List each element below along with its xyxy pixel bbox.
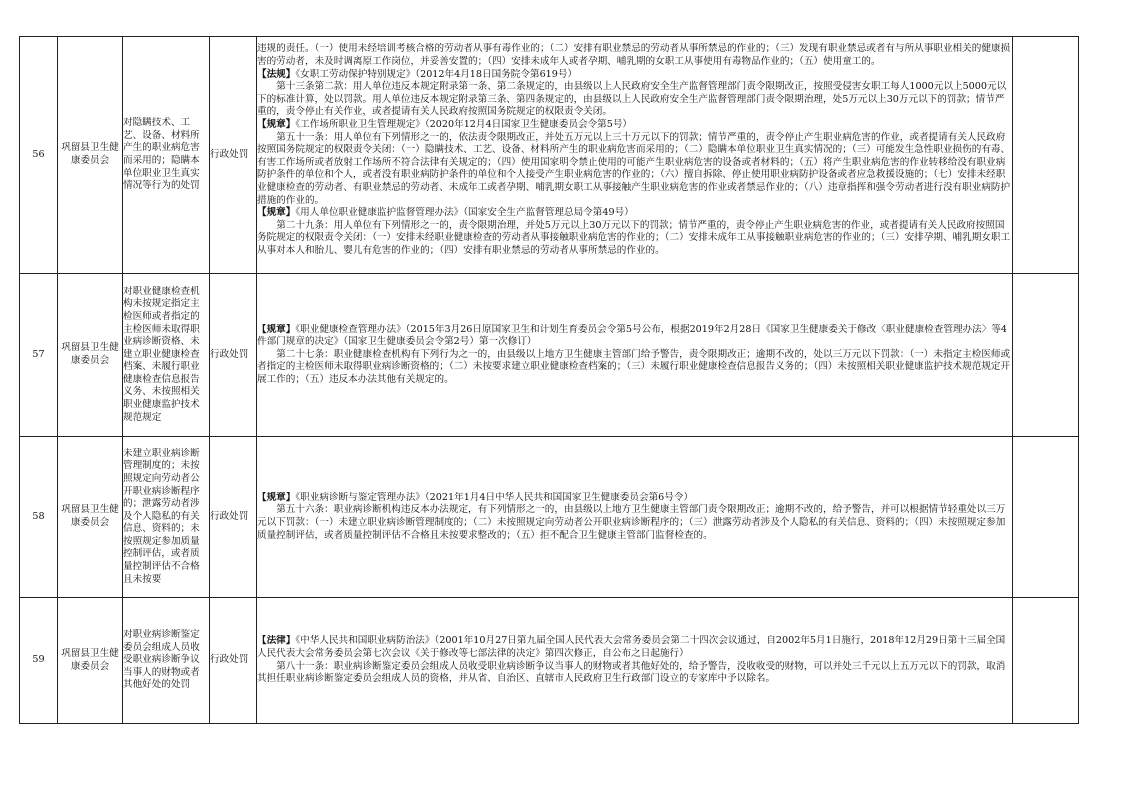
table-row [20, 274, 1079, 437]
penalty-type-cell: 行政处罚 [210, 37, 257, 274]
penalty-list-table [19, 36, 1079, 724]
law-category-tag: 【法规】 [257, 68, 296, 80]
law-article-text: 第二十九条：用人单位有下列情形之一的，责令限期治理，并处5万元以上30万元以下的罚款；情节严重的，责令停止产生职业病危害的作业，或者提请有关人民政府按照国务院规定的权限责令关闭：（一）安排未经职业健康检查的劳动者从事接触职业病危害的作业的；（二）安排未成年工从事接触职业病危害的作业的；（三）安排孕期、哺乳期女职工从事对本人和胎儿、婴儿有危害的作业的；（四）安排有职业禁忌的劳动者从事所禁忌的作业的。 [257, 219, 1011, 256]
row-number: 59 [20, 598, 58, 724]
legal-basis-entry [257, 69, 1012, 119]
law-title: 《女职工劳动保护特别规定》（2012年4月18日国务院令第619号） [295, 68, 578, 80]
legal-basis-entry [257, 207, 1012, 257]
law-category-tag: 【规章】 [257, 323, 296, 335]
table-row [20, 37, 1079, 274]
authority-cell: 巩留县卫生健康委员会 [58, 598, 123, 724]
legal-basis-cell [257, 598, 1013, 724]
law-article-text: 第五十一条：用人单位有下列情形之一的，依法责令限期改正，并处五万元以上三十万元以下的罚款；情节严重的，责令停止产生职业病危害的作业，或者提请有关人民政府按照国务院规定的权限责令关闭：（一）隐瞒技术、工艺、设备、材料所产生的职业病危害而采用的；（二）隐瞒本单位职业卫生真实情况的；（三）可能发生急性职业损伤的有毒、有害工作场所或者放射工作场所不符合法律有关规定的；（四）使用国家明令禁止使用的可能产生职业病危害的设备或者材料的；（五）将产生职业病危害的作业转移给没有职业病防护条件的单位和个人，或者没有职业病防护条件的单位和个人接受产生职业病危害的作业的；（六）擅自拆除、停止使用职业病防护设备或者应急救援设施的；（七）安排未经职业健康检查的劳动者、有职业禁忌的劳动者、未成年工或者孕期、哺乳期女职工从事接触产生职业病危害的作业或者禁忌作业的；（八）违章指挥和强令劳动者进行没有职业病防护措施的作业的。 [257, 131, 1011, 206]
table-row [20, 437, 1079, 598]
authority-cell: 巩留县卫生健康委员会 [58, 437, 123, 598]
legal-basis-cell [257, 437, 1013, 598]
penalty-item-text: 对职业病诊断鉴定委员会组成人员收受职业病诊断争议当事人的财物或者其他好处的处罚 [123, 629, 200, 691]
authority-cell: 巩留县卫生健康委员会 [58, 274, 123, 437]
penalty-item-cell [123, 274, 210, 437]
penalty-type-cell: 行政处罚 [210, 274, 257, 437]
legal-basis-entry [257, 492, 1012, 542]
law-article-text: 违规的责任。（一）使用未经培训考核合格的劳动者从事有毒作业的；（二）安排有职业禁忌的劳动者从事所禁忌的作业的；（三）发现有职业禁忌或者有与所从事职业相关的健康损害的劳动者，未及时调离原工作岗位，并妥善安置的；（四）安排未成年人或者孕期、哺乳期的女职工从事使用有毒物品作业的；（五）使用童工的。 [257, 43, 1011, 68]
row-number: 57 [20, 274, 58, 437]
law-article-text: 第八十一条：职业病诊断鉴定委员会组成人员收受职业病诊断争议当事人的财物或者其他好处的，给予警告，没收收受的财物，可以并处三千元以上五万元以下的罚款，取消其担任职业病诊断鉴定委员会组成人员的资格，并从省、自治区、直辖市人民政府卫生行政部门设立的专家库中予以除名。 [257, 660, 1006, 685]
law-category-tag: 【规章】 [257, 207, 296, 219]
penalty-item-text: 未建立职业病诊断管理制度的；未按照规定向劳动者公开职业病诊断程序的；泄露劳动者涉及个人隐私的有关信息、资料的；未按照规定参加质量控制评估，或者质量控制评估不合格且未按要 [123, 447, 200, 585]
legal-basis-entry [257, 119, 1012, 207]
law-article-text: 第二十七条：职业健康检查机构有下列行为之一的，由县级以上地方卫生健康主管部门给予警告，责令限期改正；逾期不改的，处以三万元以下罚款：（一）未指定主检医师或者指定的主检医师未取得职业病诊断资格的；（二）未按要求建立职业健康检查档案的；（三）未履行职业健康检查信息报告义务的；（四）未按照相关职业健康监护技术规范规定开展工作的；（五）违反本办法其他有关规定的。 [257, 348, 1011, 385]
penalty-type-cell: 行政处罚 [210, 598, 257, 724]
row-number: 58 [20, 437, 58, 598]
law-title: 《中华人民共和国职业病防治法》（2001年10月27日第九届全国人民代表大会常务委员会第二十四次会议通过，自2002年5月1日施行，2018年12月29日第十三届全国人民代表大会常务委员会第七次会议《关于修改等七部法律的决定》第四次修正，自公布之日起施行） [257, 635, 1006, 659]
penalty-item-cell [123, 598, 210, 724]
law-title: 《工作场所职业卫生管理规定》（2020年12月4日国家卫生健康委员会令第5号） [295, 119, 633, 131]
law-category-tag: 【法律】 [257, 635, 296, 647]
remarks-cell [1013, 437, 1079, 598]
penalty-item-text: 对隐瞒技术、工艺、设备、材料所产生的职业病危害而采用的；隐瞒本单位职业卫生真实情况等行为的处罚 [123, 117, 200, 192]
law-article-text: 第五十六条：职业病诊断机构违反本办法规定，有下列情形之一的，由县级以上地方卫生健康主管部门责令限期改正；逾期不改的，给予警告，并可以根据情节轻重处以三万元以下罚款：（一）未建立职业病诊断管理制度的；（二）未按照规定向劳动者公开职业病诊断程序的；（三）泄露劳动者涉及个人隐私的有关信息、资料的；（四）未按照规定参加质量控制评估，或者质量控制评估不合格且未按要求整改的；（五）拒不配合卫生健康主管部门监督检查的。 [257, 504, 1006, 541]
legal-basis-cell [257, 274, 1013, 437]
legal-basis-entry [257, 324, 1012, 387]
remarks-cell [1013, 37, 1079, 274]
row-number: 56 [20, 37, 58, 274]
penalty-type-cell: 行政处罚 [210, 437, 257, 598]
legal-basis-entry [257, 635, 1012, 685]
legal-basis-entry [257, 43, 1012, 68]
table-body [20, 37, 1079, 724]
law-article-text: 第十三条第二款：用人单位违反本规定附录第一条、第二条规定的，由县级以上人民政府安全生产监督管理部门责令限期改正，按照受侵害女职工每人1000元以上5000元以下的标准计算，处以罚款。用人单位违反本规定附录第三条、第四条规定的，由县级以上人民政府安全生产监督管理部门责令限期治理，处5万元以上30万元以下的罚款；情节严重的，责令停止有关作业，或者提请有关人民政府按照国务院规定的权限责令关闭。 [257, 81, 1007, 118]
penalty-item-cell [123, 37, 210, 274]
authority-cell: 巩留县卫生健康委员会 [58, 37, 123, 274]
law-category-tag: 【规章】 [257, 119, 296, 131]
penalty-item-cell [123, 437, 210, 598]
law-title: 《职业健康检查管理办法》（2015年3月26日原国家卫生和计划生育委员会令第5号公布，根据2019年2月28日《国家卫生健康委关于修改〈职业健康检查管理办法〉等4件部门规章的决定》（国家卫生健康委员会令第2号）第一次修订） [257, 323, 1008, 348]
penalty-item-text: 对职业健康检查机构未按规定指定主检医师或者指定的主检医师未取得职业病诊断资格、未建立职业健康检查档案、未履行职业健康检查信息报告义务、未按照相关职业健康监护技术规范规定 [123, 285, 200, 423]
remarks-cell [1013, 598, 1079, 724]
table-row [20, 598, 1079, 724]
remarks-cell [1013, 274, 1079, 437]
law-title: 《用人单位职业健康监护监督管理办法》（国家安全生产监督管理总局令第49号） [295, 207, 634, 219]
law-title: 《职业病诊断与鉴定管理办法》（2021年1月4日中华人民共和国国家卫生健康委员会第6号令） [295, 491, 694, 503]
legal-basis-cell [257, 37, 1013, 274]
law-category-tag: 【规章】 [257, 491, 296, 503]
